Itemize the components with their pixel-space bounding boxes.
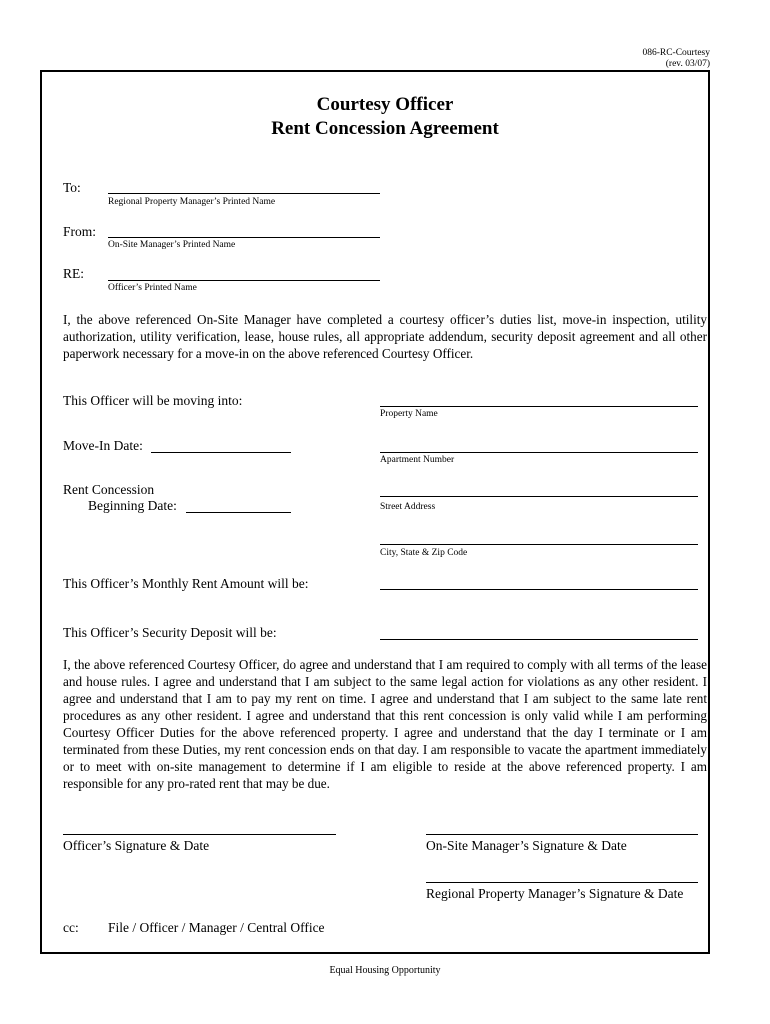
property-name-caption: Property Name [380, 409, 438, 419]
moving-into-label: This Officer will be moving into: [63, 393, 243, 408]
officer-signature-label: Officer’s Signature & Date [63, 838, 210, 853]
re-caption: Officer’s Printed Name [108, 283, 197, 293]
beginning-date-field[interactable] [186, 512, 291, 513]
to-caption: Regional Property Manager’s Printed Name [108, 197, 276, 207]
onsite-manager-signature-line[interactable] [426, 834, 698, 835]
from-label: From: [63, 224, 97, 239]
to-label: To: [63, 180, 81, 195]
beginning-date-label: Beginning Date: [88, 498, 177, 513]
manager-statement: I, the above referenced On-Site Manager have completed a courtesy officer’s duties list, move-in inspection, utility authorization, utility verification, lease, house rules, all appropriate addendum, security deposit agreement and all other paperwork necessary for a move-in on the above referenced Courtesy Officer. [63, 312, 707, 361]
title-line-1: Courtesy Officer [316, 94, 454, 115]
move-in-date-label: Move-In Date: [63, 438, 143, 453]
rent-concession-label: Rent Concession [63, 482, 155, 497]
security-deposit-field[interactable] [380, 639, 698, 640]
title-line-2: Rent Concession Agreement [271, 118, 499, 139]
from-name-field[interactable] [108, 237, 380, 238]
move-in-date-field[interactable] [151, 452, 291, 453]
regional-manager-signature-line[interactable] [426, 882, 698, 883]
property-name-field[interactable] [380, 406, 698, 407]
officer-agreement: I, the above referenced Courtesy Officer, do agree and understand that I am required to comply with all terms of the lease and house rules. I agree and understand that I am subject to the same legal action for violations as any other resident. I agree and understand that I am to pay my rent on time. I agree and understand that I am subject to the same late rent procedures as any other resident. I agree and understand that this rent concession is only valid while I am performing Courtesy Officer Duties for the above referenced property. I agree and understand that the day I terminate or I am terminated from these Duties, my rent concession ends on that day. I am responsible to vacate the apartment immediately or to meet with on-site management to determine if I am eligible to reside at the above referenced property. I am responsible for any pro-rated rent that may be due. [63, 657, 707, 791]
city-state-zip-field[interactable] [380, 544, 698, 545]
to-name-field[interactable] [108, 193, 380, 194]
street-address-field[interactable] [380, 496, 698, 497]
form-revision: (rev. 03/07) [665, 59, 710, 69]
regional-manager-signature-label: Regional Property Manager’s Signature & Date [426, 886, 684, 901]
street-address-caption: Street Address [380, 502, 436, 512]
re-name-field[interactable] [108, 280, 380, 281]
monthly-rent-field[interactable] [380, 589, 698, 590]
city-state-zip-caption: City, State & Zip Code [380, 548, 468, 558]
cc-label: cc: [63, 920, 79, 935]
form-code-number: 086-RC-Courtesy [642, 48, 710, 58]
security-deposit-label: This Officer’s Security Deposit will be: [63, 625, 277, 640]
form-code [590, 48, 710, 70]
re-label: RE: [63, 266, 85, 281]
cc-recipients: File / Officer / Manager / Central Office [108, 920, 325, 935]
onsite-manager-signature-label: On-Site Manager’s Signature & Date [426, 838, 627, 853]
equal-housing-footer: Equal Housing Opportunity [329, 965, 441, 976]
apartment-number-caption: Apartment Number [380, 455, 455, 465]
monthly-rent-label: This Officer’s Monthly Rent Amount will be: [63, 576, 309, 591]
officer-signature-line[interactable] [63, 834, 336, 835]
from-caption: On-Site Manager’s Printed Name [108, 240, 236, 250]
apartment-number-field[interactable] [380, 452, 698, 453]
